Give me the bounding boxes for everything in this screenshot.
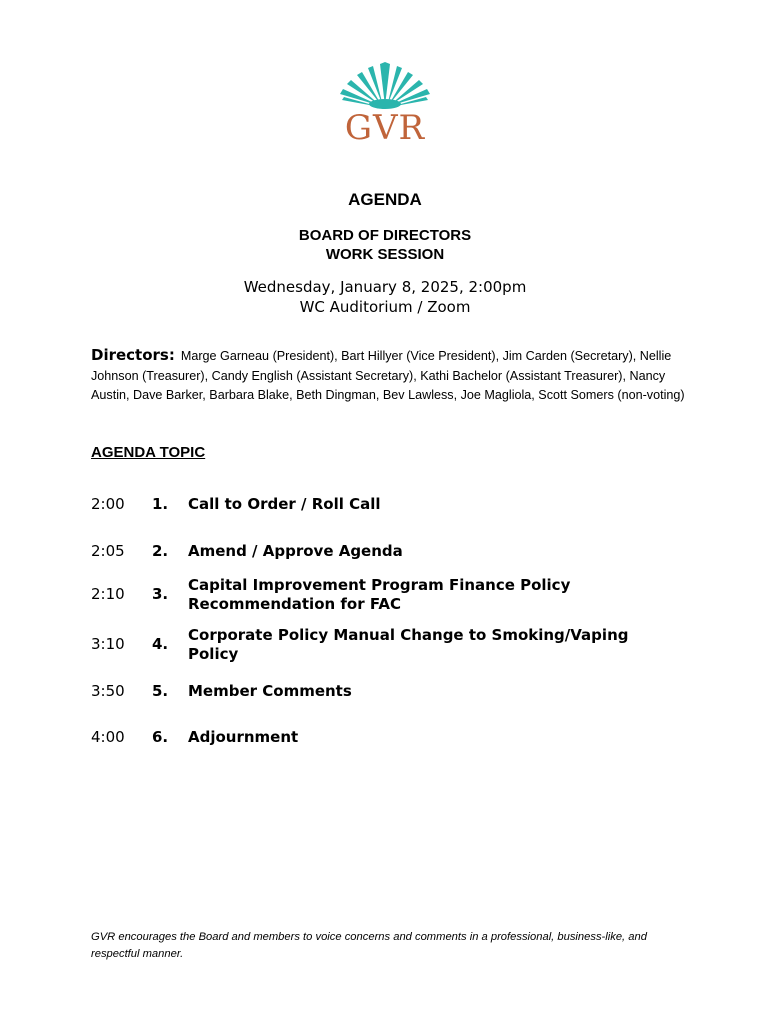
meeting-info [0, 277, 770, 317]
agenda-item-number: 3. [152, 585, 169, 603]
agenda-item-topic [188, 626, 688, 664]
board-title-line1: BOARD OF DIRECTORS [298, 227, 472, 244]
agenda-item-time: 4:00 [91, 728, 125, 746]
logo-wordmark: GVR [344, 108, 426, 148]
agenda-item-number: 4. [152, 635, 169, 653]
agenda-item-topic [188, 542, 688, 561]
board-title [0, 226, 770, 264]
agenda-item-number: 1. [152, 495, 169, 513]
agenda-item-topic-line1: Capital Improvement Program Finance Policy [188, 576, 571, 594]
agave-burst-icon [330, 58, 440, 110]
footer-note: GVR encourages the Board and members to voice concerns and comments in a professional, business-like, and respectful manner. [91, 931, 647, 960]
agenda-item-topic [188, 576, 688, 614]
agenda-item-time: 2:05 [91, 542, 125, 560]
agenda-item-topic-line1: Call to Order / Roll Call [188, 495, 381, 513]
agenda-item [91, 626, 711, 666]
agenda-item [91, 728, 711, 768]
meeting-location: WC Auditorium / Zoom [299, 298, 471, 316]
agenda-item-time: 3:10 [91, 635, 125, 653]
agenda-item [91, 576, 711, 616]
agenda-item-time: 2:10 [91, 585, 125, 603]
agenda-item-time: 2:00 [91, 495, 125, 513]
agenda-item-topic-line1: Member Comments [188, 682, 352, 700]
directors-paragraph [91, 346, 701, 406]
agenda-item-number: 6. [152, 728, 169, 746]
agenda-item-topic [188, 495, 688, 514]
board-title-line2: WORK SESSION [325, 246, 445, 263]
directors-list: Marge Garneau (President), Bart Hillyer (Vice President), Jim Carden (Secretary), Nellie Johnson (Treasurer), Candy English (Assistant Secretary), Kathi Bachelor (Assistant Treasurer), Nancy Austin, Dave Barker, Barbara Blake, Beth Dingman, Bev Lawless, Joe Magliola, Scott Somers (non-voting) [91, 349, 685, 402]
agenda-item-number: 5. [152, 682, 169, 700]
agenda-item [91, 495, 711, 535]
agenda-item-topic-line2: Policy [188, 645, 239, 663]
agenda-item-number: 2. [152, 542, 169, 560]
agenda-topic-heading: AGENDA TOPIC [91, 444, 206, 461]
agenda-item-topic-line1: Adjournment [188, 728, 299, 746]
page-title: AGENDA [348, 190, 422, 209]
agenda-item-time: 3:50 [91, 682, 125, 700]
directors-label: Directors: [91, 346, 175, 364]
agenda-item-topic-line1: Amend / Approve Agenda [188, 542, 403, 560]
meeting-date: Wednesday, January 8, 2025, 2:00pm [243, 278, 527, 296]
gvr-logo [330, 58, 440, 150]
agenda-item-topic [188, 728, 688, 747]
agenda-item-topic-line1: Corporate Policy Manual Change to Smoking/Vaping [188, 626, 629, 644]
agenda-item-topic [188, 682, 688, 701]
agenda-item-topic-line2: Recommendation for FAC [188, 595, 402, 613]
agenda-item [91, 682, 711, 722]
